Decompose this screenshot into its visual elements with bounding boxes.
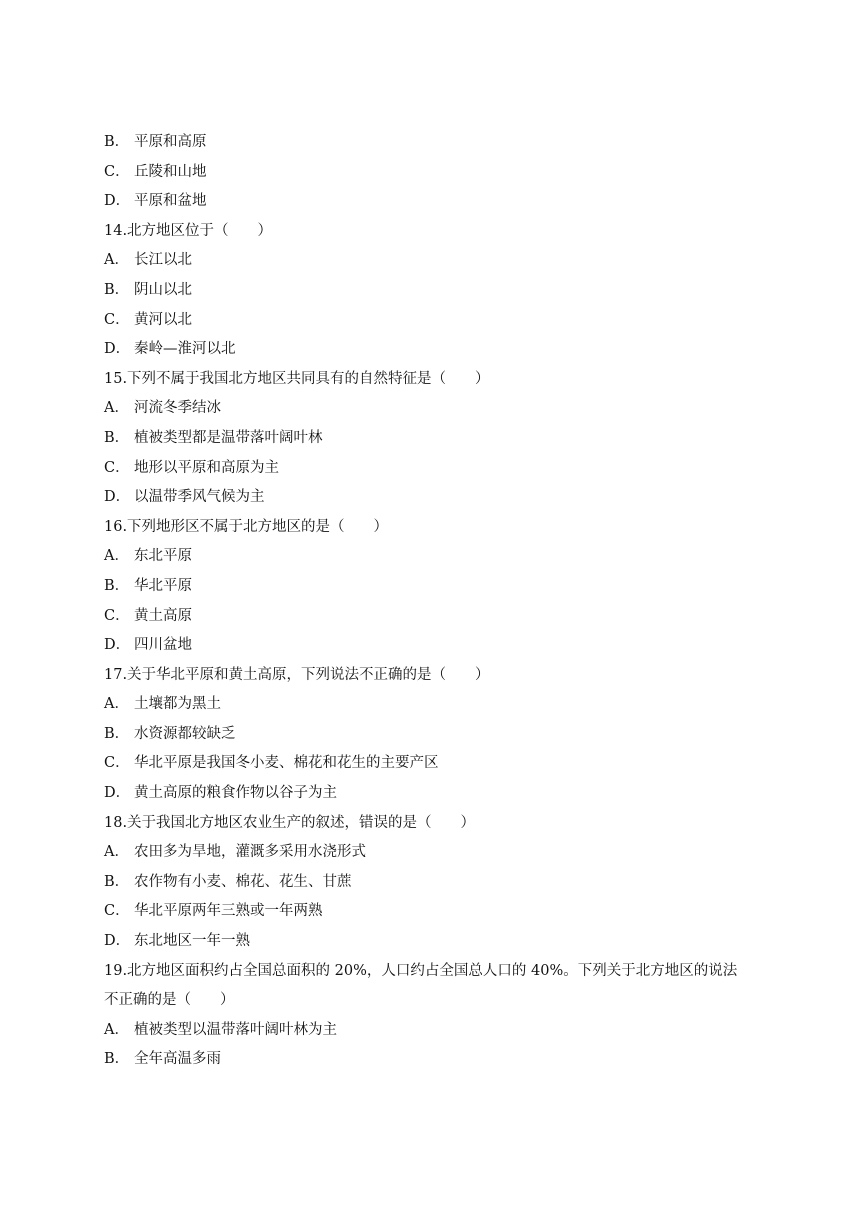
- option-text: 平原和高原: [134, 134, 207, 150]
- option-key: B．: [104, 134, 130, 150]
- answer-option: [104, 246, 784, 276]
- option-key: A．: [104, 696, 129, 713]
- option-key: B．: [104, 281, 130, 298]
- option-text: 东北地区一年一熟: [134, 933, 250, 950]
- option-text: 水资源都较缺乏: [134, 725, 236, 742]
- option-key: C．: [104, 459, 130, 476]
- option-key: D．: [104, 489, 131, 506]
- option-key: A．: [104, 844, 129, 861]
- answer-option: [104, 1045, 784, 1075]
- answer-option: [104, 454, 784, 484]
- option-text: 丘陵和山地: [134, 163, 207, 180]
- question-stem: 18.关于我国北方地区农业生产的叙述，错误的是（ ）: [104, 814, 476, 831]
- option-key: B．: [104, 429, 130, 446]
- option-text: 四川盆地: [134, 637, 192, 654]
- answer-option: [104, 158, 784, 188]
- answer-option: [104, 128, 784, 158]
- question-stem: 19.北方地区面积约占全国总面积的 20%，人口约占全国总人口的 40%。下列关于北方地区的说法: [104, 962, 738, 979]
- question-stem: 不正确的是（ ）: [104, 992, 235, 1009]
- option-text: 黄河以北: [134, 311, 192, 328]
- option-key: B．: [104, 577, 130, 594]
- option-text: 植被类型以温带落叶阔叶林为主: [134, 1021, 337, 1038]
- answer-option: [104, 335, 784, 365]
- option-text: 植被类型都是温带落叶阔叶林: [134, 429, 323, 446]
- answer-option: [104, 572, 784, 602]
- option-key: C．: [104, 311, 130, 328]
- option-key: B．: [104, 873, 130, 890]
- option-key: A．: [104, 252, 129, 269]
- option-key: D．: [104, 637, 131, 654]
- answer-option: [104, 720, 784, 750]
- option-key: A．: [104, 548, 129, 565]
- answer-option: [104, 276, 784, 306]
- option-text: 农作物有小麦、棉花、花生、甘蔗: [134, 873, 352, 890]
- option-text: 秦岭—淮河以北: [134, 341, 236, 358]
- answer-option: [104, 542, 784, 572]
- answer-option: [104, 602, 784, 632]
- question-stem: 17.关于华北平原和黄土高原，下列说法不正确的是（ ）: [104, 666, 490, 683]
- option-key: D．: [104, 193, 131, 210]
- answer-option: [104, 779, 784, 809]
- question-stem: 14.北方地区位于（ ）: [104, 222, 273, 239]
- option-key: C．: [104, 163, 130, 180]
- question-list: [104, 128, 784, 1075]
- option-text: 长江以北: [134, 252, 192, 269]
- option-key: A．: [104, 1021, 129, 1038]
- option-key: C．: [104, 903, 130, 920]
- option-text: 黄土高原: [134, 607, 192, 624]
- option-text: 阴山以北: [134, 281, 192, 298]
- option-key: D．: [104, 785, 131, 802]
- option-key: D．: [104, 341, 131, 358]
- option-text: 华北平原是我国冬小麦、棉花和花生的主要产区: [134, 755, 439, 772]
- answer-option: [104, 927, 784, 957]
- option-key: D．: [104, 933, 131, 950]
- option-key: C．: [104, 755, 130, 772]
- option-key: B．: [104, 725, 130, 742]
- answer-option: [104, 897, 784, 927]
- option-text: 农田多为旱地，灌溉多采用水浇形式: [134, 844, 366, 861]
- answer-option: [104, 394, 784, 424]
- option-text: 土壤都为黑土: [134, 696, 221, 713]
- answer-option: [104, 838, 784, 868]
- answer-option: [104, 483, 784, 513]
- option-text: 全年高温多雨: [134, 1051, 221, 1068]
- answer-option: [104, 690, 784, 720]
- question-stem: 16.下列地形区不属于北方地区的是（ ）: [104, 518, 389, 535]
- option-key: B．: [104, 1051, 130, 1068]
- document-page: [104, 128, 784, 1075]
- option-text: 华北平原两年三熟或一年两熟: [134, 903, 323, 920]
- answer-option: [104, 306, 784, 336]
- option-key: C．: [104, 607, 130, 624]
- question-stem: 15.下列不属于我国北方地区共同具有的自然特征是（ ）: [104, 370, 490, 387]
- option-text: 平原和盆地: [134, 193, 207, 210]
- option-key: A．: [104, 400, 129, 417]
- option-text: 河流冬季结冰: [134, 400, 221, 417]
- answer-option: [104, 1016, 784, 1046]
- option-text: 地形以平原和高原为主: [134, 459, 279, 476]
- option-text: 华北平原: [134, 577, 192, 594]
- answer-option: [104, 868, 784, 898]
- answer-option: [104, 424, 784, 454]
- answer-option: [104, 749, 784, 779]
- option-text: 黄土高原的粮食作物以谷子为主: [134, 785, 337, 802]
- option-text: 以温带季风气候为主: [134, 489, 265, 506]
- answer-option: [104, 631, 784, 661]
- option-text: 东北平原: [134, 548, 192, 565]
- answer-option: [104, 187, 784, 217]
